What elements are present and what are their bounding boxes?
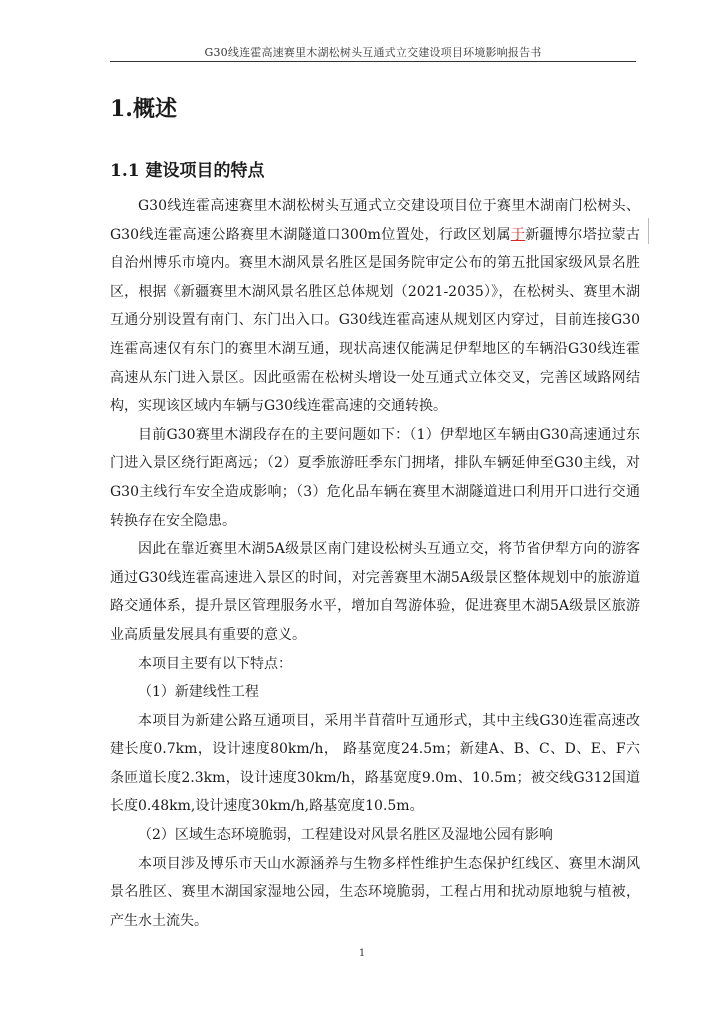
paragraph-location	[110, 192, 640, 421]
paragraph-feature-2-body: 本项目涉及博乐市天山水源涵养与生物多样性维护生态保护红线区、赛里木湖风景名胜区、赛里木湖国家湿地公园，生态环境脆弱，工程占用和扰动原地貌与植被，产生水土流失。	[110, 855, 640, 929]
paragraph-feature-2-title: （2）区域生态环境脆弱，工程建设对风景名胜区及湿地公园有影响	[138, 827, 553, 844]
paragraph-feature-1-title: （1）新建线性工程	[138, 684, 259, 701]
paragraph-location-part-a: G30线连霍高速赛里木湖松树头互通式立交建设项目位于赛里木湖南门松树头、G30线连霍高速公路赛里木湖隧道口300m位置处，行政区划属	[110, 198, 640, 243]
header-rule	[110, 61, 636, 62]
paragraph-problems: 目前G30赛里木湖段存在的主要问题如下：（1）伊犁地区车辆由G30高速通过东门进入景区绕行距离远；（2）夏季旅游旺季东门拥堵，排队车辆延伸至G30主线，对G30主线行车安全造成影响；（3）危化品车辆在赛里木湖隧道进口利用开口进行交通转换存在安全隐患。	[110, 426, 640, 529]
chapter-heading: 1.概述	[110, 96, 177, 122]
running-header: G30线连霍高速赛里木湖松树头互通式立交建设项目环境影响报告书	[204, 46, 542, 59]
revision-margin-mark	[648, 218, 649, 244]
body-text	[110, 192, 640, 935]
paragraph-significance: 因此在靠近赛里木湖5A级景区南门建设松树头互通立交，将节省伊犁方向的游客通过G30线连霍高速进入景区的时间，对完善赛里木湖5A级景区整体规划中的旅游道路交通体系，提升景区管理服务水平，增加自驾游体验，促进赛里木湖5A级景区旅游业高质量发展具有重要的意义。	[110, 541, 640, 643]
section-heading: 1.1 建设项目的特点	[110, 161, 265, 181]
tracked-change-mark: 于	[510, 226, 526, 243]
paragraph-features-intro: 本项目主要有以下特点：	[138, 655, 292, 672]
paragraph-location-part-b: 新疆博尔塔拉蒙古自治州博乐市境内。赛里木湖风景名胜区是国务院审定公布的第五批国家级风景名胜区，根据《新疆赛里木湖风景名胜区总体规划（2021-2035）》，在松树头、赛里木湖互通分别设置有南门、东门出入口。G30线连霍高速从规划区内穿过，目前连接G30连霍高速仅有东门的赛里木湖互通，现状高速仅能满足伊犁地区的车辆沿G30线连霍高速从东门进入景区。因此亟需在松树头增设一处互通式立体交叉，完善区域路网结构，实现该区域内车辆与G30线连霍高速的交通转换。	[110, 226, 641, 415]
paragraph-feature-1-body: 本项目为新建公路互通项目，采用半苜蓿叶互通形式，其中主线G30连霍高速改建长度0.7km，设计速度80km/h， 路基宽度24.5m；新建A、B、C、D、E、F六条匝道长度2.3km，设计速度30km/h，路基宽度9.0m、10.5m；被交线G312国道长度0.48km,设计速度30km/h,路基宽度10.5m。	[110, 712, 640, 815]
page-number: 1	[358, 948, 366, 959]
